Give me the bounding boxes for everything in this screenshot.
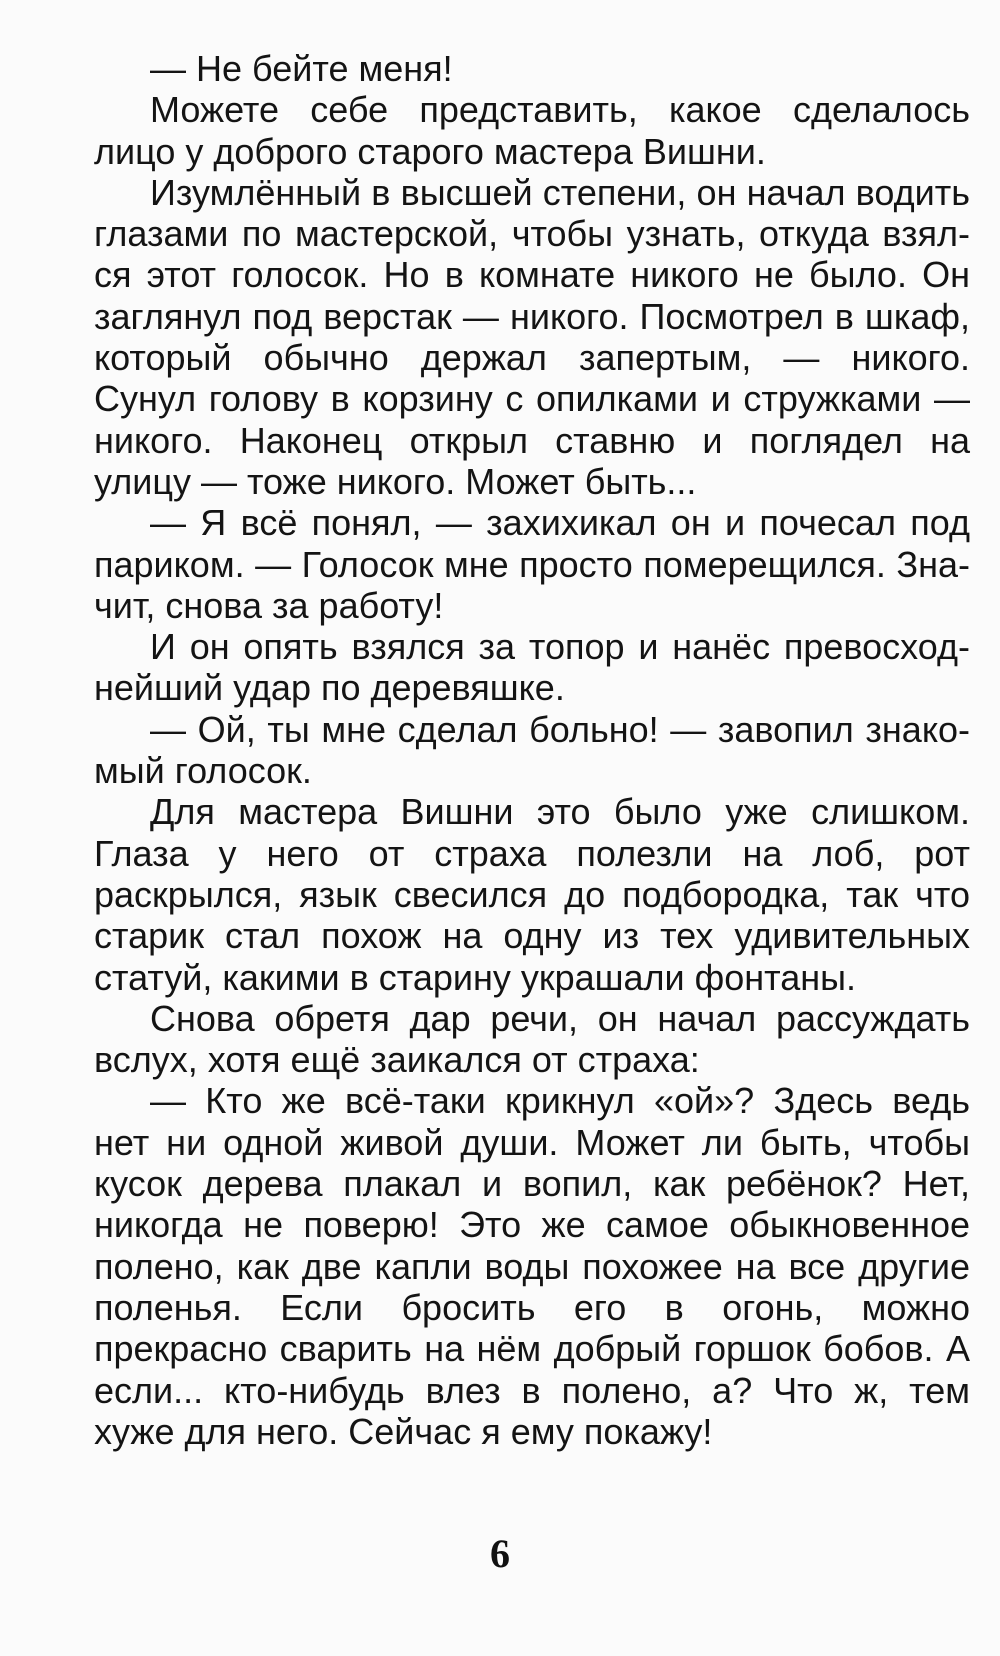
paragraph: — Кто же всё-таки крикнул «ой»? Здесь ведь нет ни одной живой души. Может ли быть, чтобы кусок дерева плакал и вопил, как ребёнок? Нет, никогда не поверю! Это же самое обыкновенное полено, как две капли воды похожее на все другие поленья. Если бросить его в огонь, можно прекрасно сварить на нём добрый горшок бобов. А если... кто-нибудь влез в полено, а? Что ж, тем хуже для него. Сейчас я ему покажу! xyxy=(94,1080,970,1452)
paragraph: — Не бейте меня! xyxy=(150,48,453,89)
paragraph: — Ой, ты мне сделал больно! — завопил знакомый голосок. xyxy=(94,708,970,792)
page-number: 6 xyxy=(490,1531,510,1576)
paragraph: — Я всё понял, — захихикал он и почесал под париком. — Голосок мне просто померещился. Значит, снова за работу! xyxy=(94,502,970,626)
paragraph: Изумлённый в высшей степени, он начал водить глазами по мастерской, чтобы узнать, откуда взялся этот голосок. Но в комнате никого не было. Он заглянул под верстак — никого. Посмотрел в шкаф, который обычно держал запертым, — никого. Сунул голову в корзину с опилками и стружками — никого. Наконец открыл ставню и поглядел на улицу — тоже никого. Может быть... xyxy=(94,171,970,502)
paragraph: Снова обретя дар речи, он начал рассуждать вслух, хотя ещё заикался от страха: xyxy=(94,997,970,1081)
page-text xyxy=(94,48,970,1452)
paragraph: Для мастера Вишни это было уже слишком. Глаза у него от страха полезли на лоб, рот раскрылся, язык свесился до подбородка, так что старик стал похож на одну из тех удивительных статуй, какими в старину украшали фонтаны. xyxy=(94,791,970,998)
paragraph: Можете себе представить, какое сделалось лицо у доброго старого мастера Вишни. xyxy=(94,89,970,172)
paragraph: И он опять взялся за топор и нанёс превосходнейший удар по деревяшке. xyxy=(94,626,970,709)
